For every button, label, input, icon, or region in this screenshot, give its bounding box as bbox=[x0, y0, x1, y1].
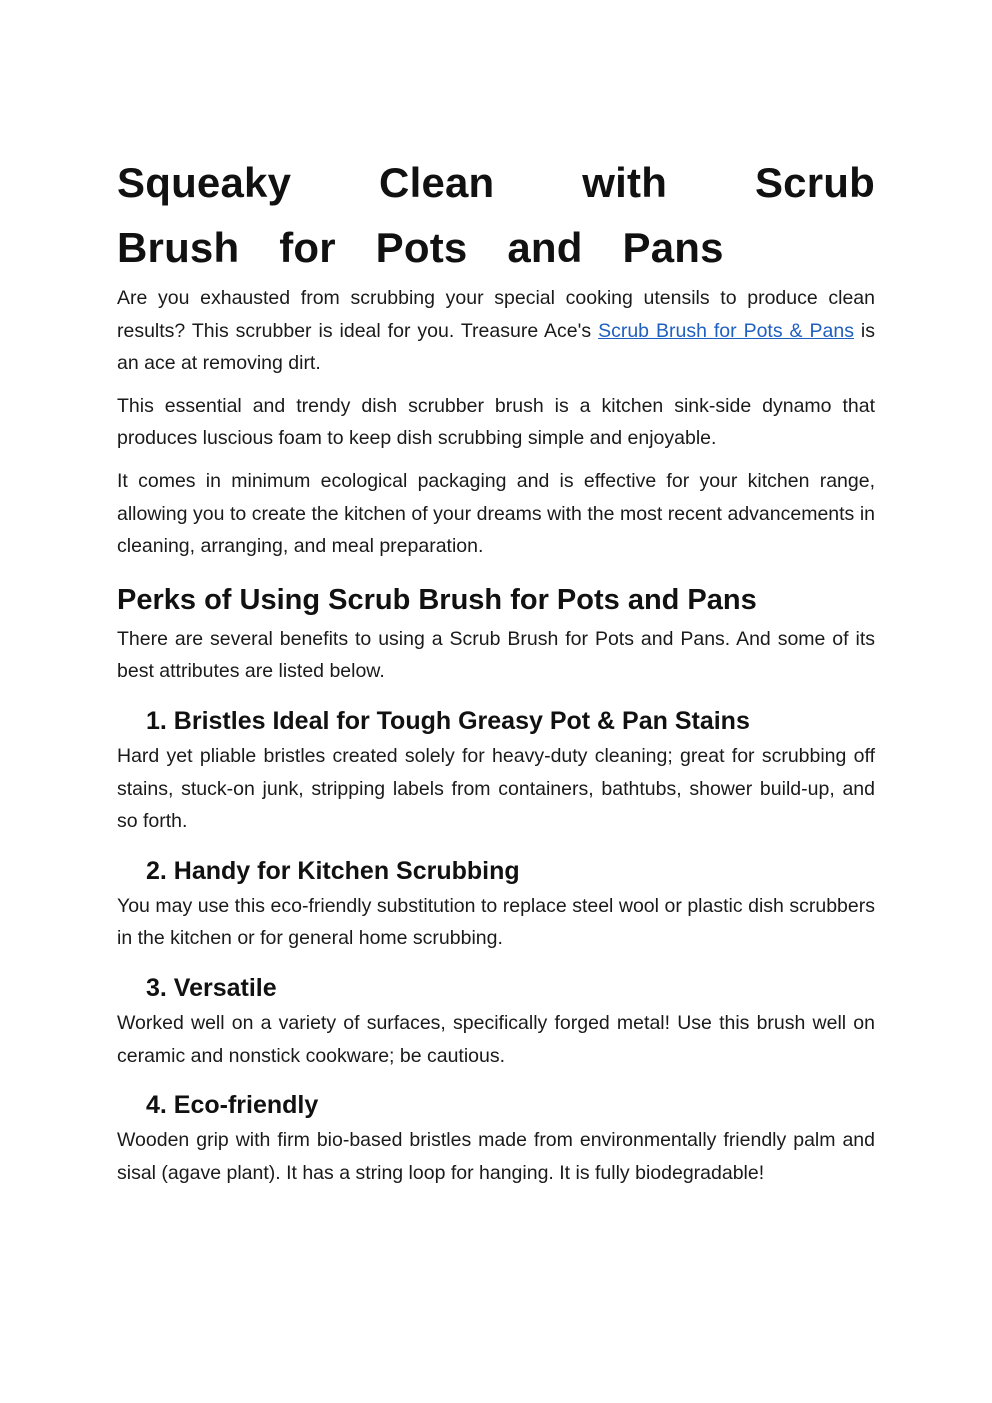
perk-heading-2: 2. Handy for Kitchen Scrubbing bbox=[146, 856, 520, 885]
perks-intro: There are several benefits to using a Scrub Brush for Pots and Pans. And some of its best attributes are listed below. bbox=[117, 627, 875, 683]
intro-paragraph-2: This essential and trendy dish scrubber brush is a kitchen sink-side dynamo that produces luscious foam to keep dish scrubbing simple and enjoyable. bbox=[117, 394, 875, 450]
intro-text-before-link: Are you exhausted from scrubbing your special cooking utensils to produce clean results? This scrubber is ideal for you. Treasure Ace's bbox=[117, 287, 875, 342]
intro-paragraph-3: It comes in minimum ecological packaging and is effective for your kitchen range, allowing you to create the kitchen of your dreams with the most recent advancements in cleaning, arranging, and meal preparation. bbox=[117, 469, 875, 558]
perk-heading-1: 1. Bristles Ideal for Tough Greasy Pot & Pan Stains bbox=[146, 706, 750, 735]
perk-item-4 bbox=[117, 1088, 875, 1189]
page-title: Squeaky Clean with Scrub Brush for Pots and Pans bbox=[117, 159, 875, 271]
document-page bbox=[117, 150, 875, 1199]
perk-item-2 bbox=[117, 854, 875, 955]
intro-paragraph-1 bbox=[117, 282, 875, 380]
perk-item-3 bbox=[117, 971, 875, 1072]
perk-text-4: Wooden grip with firm bio-based bristles made from environmentally friendly palm and sisal (agave plant). It has a string loop for hanging. It is fully biodegradable! bbox=[117, 1129, 875, 1184]
perk-item-1 bbox=[117, 704, 875, 838]
scrub-brush-link[interactable]: Scrub Brush for Pots & Pans bbox=[598, 319, 854, 342]
perk-text-2: You may use this eco-friendly substitution to replace steel wool or plastic dish scrubbers in the kitchen or for general home scrubbing. bbox=[117, 894, 875, 950]
perk-heading-4: 4. Eco-friendly bbox=[146, 1091, 319, 1120]
perks-heading: Perks of Using Scrub Brush for Pots and Pans bbox=[117, 583, 757, 616]
intro-text-after-link: is an ace at removing dirt. bbox=[117, 319, 876, 375]
perk-text-1: Hard yet pliable bristles created solely for heavy-duty cleaning; great for scrubbing off stains, stuck-on junk, stripping labels from containers, bathtubs, shower build-up, and so forth. bbox=[117, 744, 875, 833]
perk-text-3: Worked well on a variety of surfaces, specifically forged metal! Use this brush well on ceramic and nonstick cookware; be cautious. bbox=[117, 1011, 875, 1067]
perk-heading-3: 3. Versatile bbox=[146, 973, 277, 1002]
